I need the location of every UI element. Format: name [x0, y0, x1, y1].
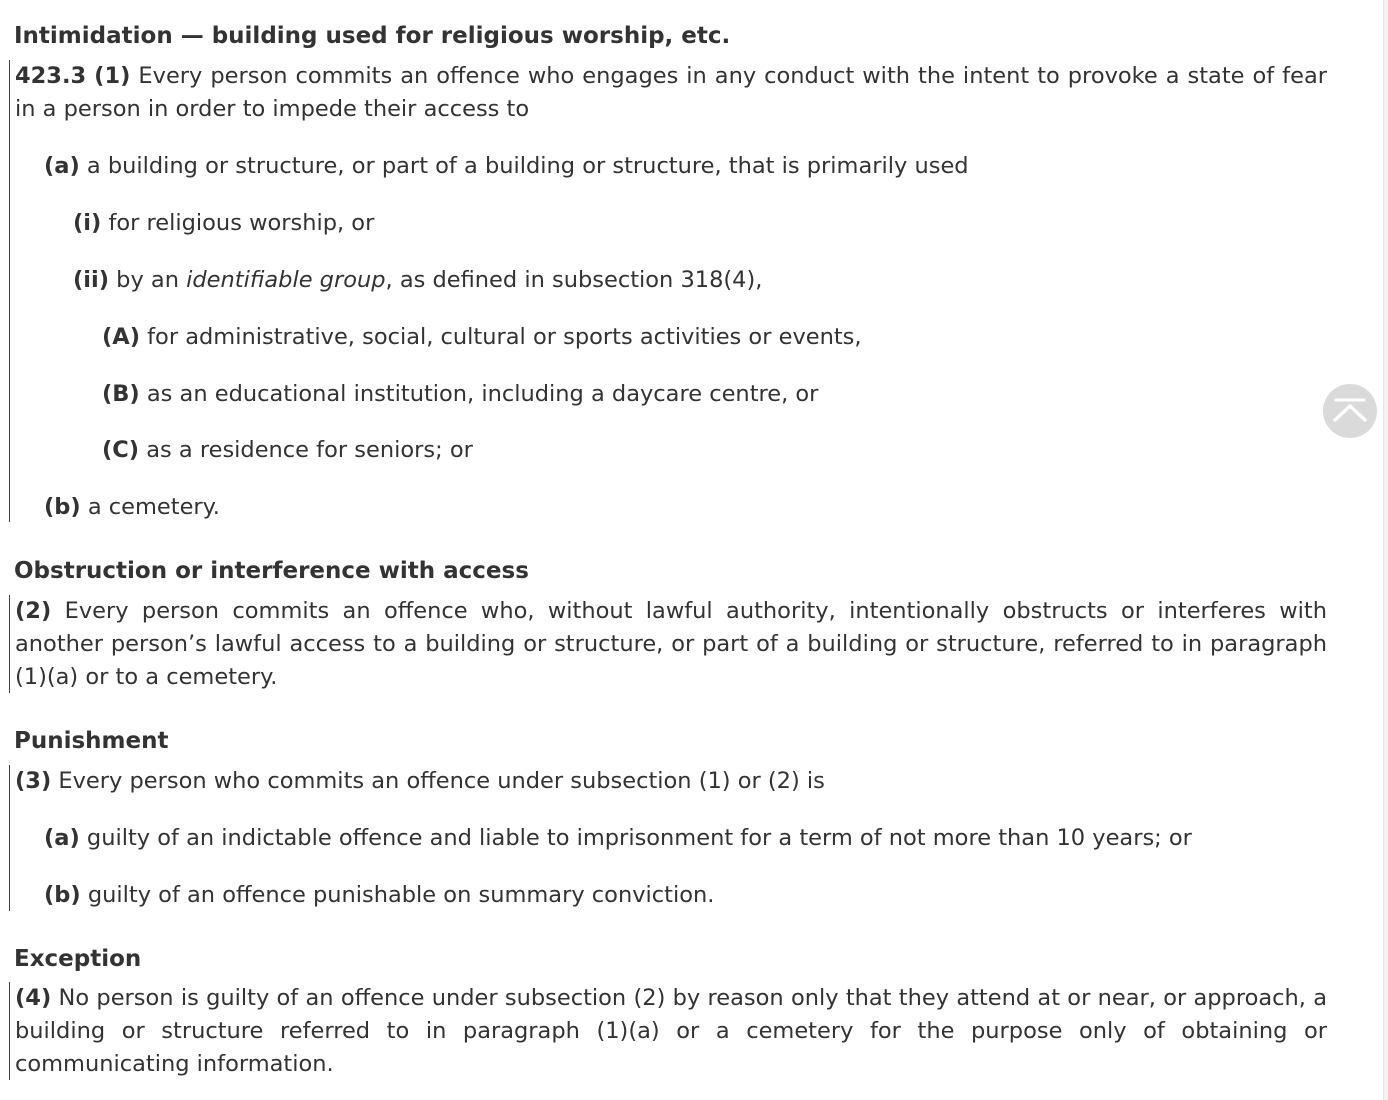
- clause-A: [102, 322, 862, 352]
- subsection-3-block: [9, 765, 1328, 911]
- section-heading-obstruction: Obstruction or interference with access: [14, 558, 529, 584]
- subsection-3-intro: [15, 765, 1327, 798]
- clause-A-text: for administrative, social, cultural or sports activities or events,: [147, 324, 862, 350]
- subparagraph-i-text: for religious worship, or: [108, 210, 375, 236]
- subsection-4-text-block: [15, 982, 1327, 1081]
- defined-term-identifiable-group: identifiable group: [186, 267, 386, 293]
- punishment-paragraph-a: [44, 823, 1192, 853]
- paragraph-b: [44, 492, 220, 522]
- subparagraph-i-label: (i): [73, 210, 102, 236]
- section-heading-intimidation: Intimidation — building used for religious worship, etc.: [14, 23, 731, 49]
- page-scroll-edge: [1383, 0, 1388, 1100]
- clause-A-label: (A): [102, 324, 140, 350]
- scroll-to-top-button[interactable]: [1323, 384, 1377, 438]
- subparagraph-ii-label: (ii): [73, 267, 109, 293]
- subsection-4-block: [9, 982, 1328, 1080]
- subsection-2-text-block: [15, 595, 1327, 694]
- paragraph-b-text: a cemetery.: [87, 494, 220, 520]
- paragraph-b-label: (b): [44, 494, 81, 520]
- subsection-2-label: (2): [15, 598, 52, 624]
- punishment-paragraph-b: [44, 880, 714, 910]
- section-heading-exception: Exception: [14, 946, 142, 972]
- section-heading-punishment: Punishment: [14, 728, 169, 754]
- clause-C-text: as a residence for seniors; or: [146, 437, 473, 463]
- subparagraph-ii-pre: by an: [116, 267, 179, 293]
- subsection-2-block: [9, 595, 1328, 693]
- subsection-2-text: Every person commits an offence who, without lawful authority, intentionally obstructs or interferes with another person’s lawful access to a building or structure, or part of a building or structure, referred to in paragraph (1)(a) or to a cemetery.: [15, 598, 1328, 690]
- subsection-3-label: (3): [15, 768, 52, 794]
- punishment-b-text: guilty of an offence punishable on summary conviction.: [87, 882, 715, 908]
- clause-B-label: (B): [102, 381, 140, 407]
- section-number: 423.3: [15, 63, 87, 89]
- subparagraph-ii-post: , as defined in subsection 318(4),: [385, 267, 763, 293]
- clause-B: [102, 379, 818, 409]
- subsection-3-intro-text: Every person who commits an offence under subsection (1) or (2) is: [58, 768, 825, 794]
- subsection-1-block: [9, 60, 1328, 522]
- subsection-4-label: (4): [15, 985, 52, 1011]
- subparagraph-i: [73, 208, 374, 238]
- punishment-a-label: (a): [44, 825, 80, 851]
- paragraph-a-label: (a): [44, 153, 80, 179]
- punishment-b-label: (b): [44, 882, 81, 908]
- subsection-label: (1): [94, 63, 131, 89]
- clause-C: [102, 435, 473, 465]
- clause-C-label: (C): [102, 437, 140, 463]
- scroll-to-top-icon: [1323, 384, 1377, 438]
- subsection-4-text: No person is guilty of an offence under subsection (2) by reason only that they attend at or near, or approach, a building or structure referred to in paragraph (1)(a) or a cemetery for the purpose only of obtaining or communicating information.: [15, 985, 1328, 1077]
- punishment-a-text: guilty of an indictable offence and liable to imprisonment for a term of not more than 10 years; or: [86, 825, 1192, 851]
- subparagraph-ii: [73, 265, 762, 295]
- subsection-1-intro: [15, 60, 1327, 126]
- paragraph-a: [44, 151, 969, 181]
- clause-B-text: as an educational institution, including a daycare centre, or: [146, 381, 819, 407]
- subsection-1-intro-text: Every person commits an offence who engages in any conduct with the intent to provoke a state of fear in a person in order to impede their access to: [15, 63, 1327, 122]
- paragraph-a-text: a building or structure, or part of a building or structure, that is primarily used: [86, 153, 969, 179]
